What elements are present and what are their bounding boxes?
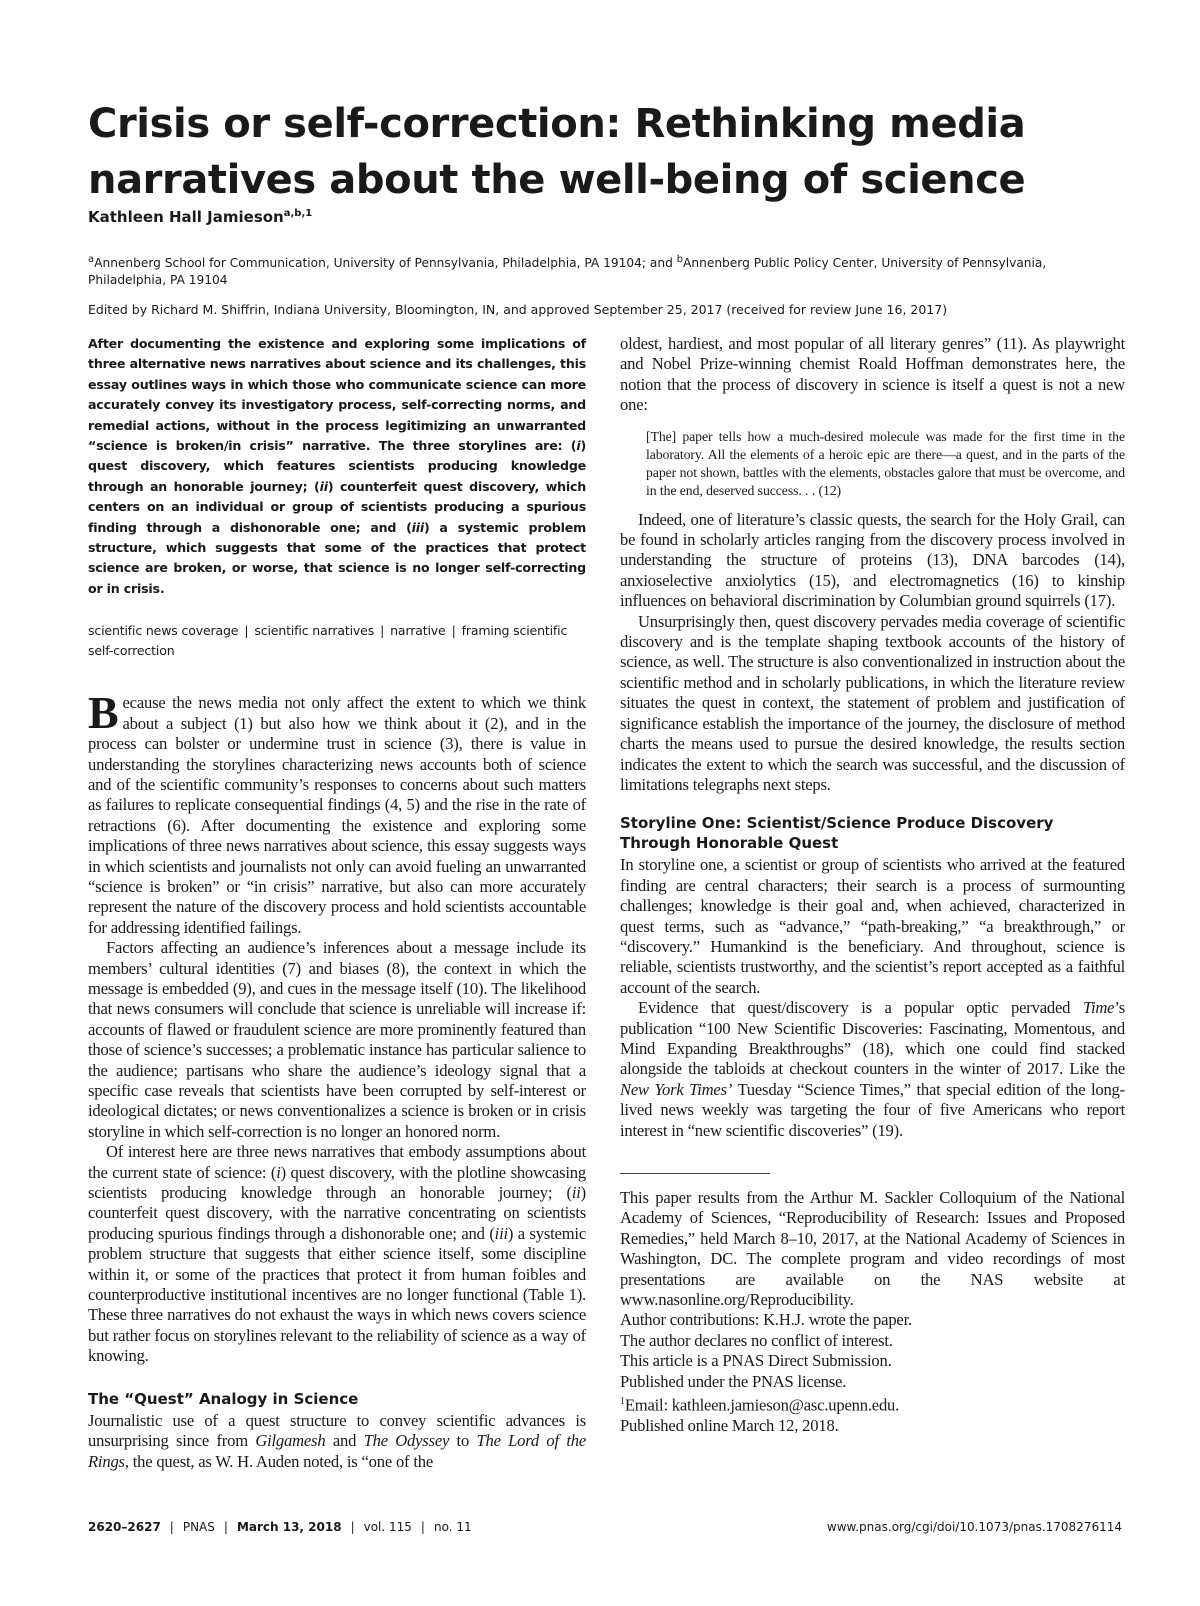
work-title: The Odyssey [363, 1431, 450, 1451]
affiliation-b: Annenberg Public Policy Center, University of Pennsylvania, Philadelphia, PA 19104 [88, 256, 1047, 288]
author-email[interactable]: Email: kathleen.jamieson@asc.upenn.edu. [624, 1395, 900, 1415]
paragraph [88, 1142, 586, 1366]
abstract-text: ) a systemic problem structure, which suggests that some of the practices that protect science are broken, or worse, that science is no longer self-correcting or in crisis. [88, 519, 586, 596]
issue-number: no. 11 [433, 1520, 472, 1534]
paragraph: Factors affecting an audience’s inferences about a message include its members’ cultural identities (7) and biases (8), the context in which the message is embedded (9), and cues in the message itself (10). The likelihood that news consumers will conclude that science is unreliable will increase if: accounts of flawed or fraudulent science are more prominently featured than those of science’s successes; a problematic instance has particular salience to the audience; partisans who share the audience’s ideology signal that a specific case reveals that scientists have been corrupted by self-interest or ideological dictates; or news conventionalizes a science is broken or in crisis storyline in which self-correction is no longer an honored norm. [88, 938, 586, 1141]
footer-separator: | [350, 1520, 355, 1534]
paragraph: Unsurprisingly then, quest discovery pervades media coverage of scientific discovery and is the template shaping textbook accounts of the history of science, as well. The structure is also conventionalized in instruction about the scientific method and in scholarly publications, in which the literature review situates the quest in context, the statement of problem and justification of significance establish the importance of the journey, the disclosure of method charts the means used to pursue the desired knowledge, the results section indicates the extent to which the search was successful, and the discussion of limitations telegraphs next steps. [620, 611, 1125, 794]
footer-separator: | [169, 1520, 174, 1534]
right-column [620, 334, 1125, 1436]
keyword-separator: | [451, 623, 456, 639]
article-title: Crisis or self-correction: Rethinking media narratives about the well-being of science [88, 101, 1026, 203]
work-title: Gilgamesh [255, 1431, 326, 1451]
footnote-divider [620, 1173, 770, 1174]
paragraph [88, 1411, 586, 1472]
author-line [88, 208, 312, 226]
doi-link[interactable]: www.pnas.org/cgi/doi/10.1073/pnas.1708276114 [826, 1520, 1122, 1534]
work-title: The Lord of the Rings [88, 1431, 586, 1471]
paragraph-text: Evidence that quest/discovery is a popular optic pervaded [638, 998, 1083, 1018]
affiliations [88, 251, 1118, 289]
affiliation-a-mark: a [88, 254, 95, 265]
keywords [88, 621, 586, 661]
paragraph-text: , the quest, as W. H. Auden noted, is “one of the [124, 1451, 434, 1471]
section-heading-quest-analogy: The “Quest” Analogy in Science [88, 1389, 359, 1408]
paragraph-text: ) counterfeit quest discovery, with the narrative concentrating on scientists producing spurious findings through a dishonorable one; and ( [88, 1183, 586, 1243]
footnote-colloquium: This paper results from the Arthur M. Sackler Colloquium of the National Academy of Sciences, “Reproducibility of Research: Issues and Proposed Remedies,” held March 8–10, 2017, at the National Academy of Sciences in Washington, DC. The complete program and video recordings of most presentations are available on the NAS website at www.nasonline.org/Reproducibility. [620, 1188, 1125, 1310]
paragraph-text: to [449, 1431, 477, 1451]
abstract-roman-iii: iii [411, 519, 424, 535]
paragraph [620, 998, 1125, 1141]
paragraph-text: Of interest here are three news narratives that embody assumptions about the current state of science: ( [88, 1142, 586, 1182]
body-text-left [88, 687, 586, 1472]
footnote-license: Published under the PNAS license. [620, 1371, 847, 1391]
footnote-direct-submission: This article is a PNAS Direct Submission. [620, 1351, 892, 1371]
footnote-mark: 1 [620, 1396, 625, 1408]
drop-cap: B [88, 687, 119, 739]
section-heading-storyline-one: Storyline One: Scientist/Science Produce Discovery Through Honorable Quest [620, 814, 1054, 853]
affiliation-b-mark: b [676, 254, 684, 265]
author-name: Kathleen Hall Jamieson [88, 208, 284, 226]
footnote-published: Published online March 12, 2018. [620, 1416, 839, 1435]
volume: vol. 115 [363, 1520, 412, 1534]
roman-numeral: iii [494, 1223, 508, 1243]
abstract-text: After documenting the existence and exploring some implications of three alternative news narratives about science and its challenges, this essay outlines ways in which those who communicate science can more accurately convey its investigatory process, self-correcting norms, and remedial actions, without in the process legitimizing an unwarranted “science is broken/in crisis” narrative. The three storylines are: ( [88, 336, 586, 454]
paragraph-text: and [325, 1431, 364, 1451]
page-range: 2620–2627 [88, 1520, 161, 1534]
abstract-roman-ii: ii [319, 478, 328, 494]
paragraph-text: ’s publication “100 New Scientific Discoveries: Fascinating, Momentous, and Mind Expanding Breakthroughs” (18), which one could find stacked alongside the tabloids at checkout counters in the winter of 2017. Like the [620, 998, 1125, 1079]
paragraph-text: Journalistic use of a quest structure to convey scientific advances is unsurprising since from [88, 1410, 586, 1451]
keyword[interactable]: framing scientific self-correction [88, 623, 568, 659]
paragraph-text: ) a systemic problem structure that suggests that either science itself, some discipline within it, or some of the practices that protect it from human foibles and counterproductive institutional incentives are no longer functional (Table 1). These three narratives do not exhaust the ways in which news covers science but rather focus on storylines relevant to the reliability of science as a way of knowing. [88, 1223, 586, 1366]
intro-paragraph [88, 687, 586, 938]
paragraph: oldest, hardiest, and most popular of all literary genres” (11). As playwright and Nobel Prize-winning chemist Roald Hoffman demonstrates here, the notion that the process of discovery in science is itself a quest is not a new one: [620, 334, 1125, 415]
journal-name: PNAS [182, 1520, 215, 1534]
left-column [88, 334, 586, 1472]
page-footer-citation [88, 1520, 472, 1534]
keyword-separator: | [380, 623, 385, 639]
affiliation-a: Annenberg School for Communication, University of Pennsylvania, Philadelphia, PA 19104; and [94, 256, 677, 271]
paragraph: In storyline one, a scientist or group of scientists who arrived at the featured finding are central characters; their search is a process of surmounting challenges; knowledge is their goal and, when achieved, characterized in quest terms, such as “advance,” “path-breaking,” “a breakthrough,” or “discovery.” Humankind is the beneficiary. And throughout, science is reliable, scientists trustworthy, and the scientist’s report accepted as a faithful account of the search. [620, 855, 1125, 997]
paragraph-text: ) quest discovery, with the plotline showcasing scientists producing knowledge through an honorable journey; ( [88, 1162, 586, 1203]
keyword[interactable]: scientific narratives [254, 623, 375, 639]
footnote-contributions: Author contributions: K.H.J. wrote the paper. [620, 1310, 912, 1330]
abstract-text: ) counterfeit quest discovery, which centers on an individual or group of scientists producing a spurious finding through a dishonorable one; and ( [88, 478, 586, 535]
paragraph-text: ecause the news media not only affect the extent to which we think about a subject (1) but also how we think about it (2), and in the process can bolster or undermine trust in science (3), there is value in understanding the storylines characterizing news accounts both of science and of the scientific community’s responses to concerns about such matters as failures to replicate consequential findings (4, 5) and the rise in the rate of retractions (6). After documenting the existence and exploring some implications of three news narratives about science, this essay suggests ways in which scientists and journalists not only can avoid fueling an unwarranted “science is broken” or “in crisis” narrative, but also can more accurately represent the nature of the discovery process and hold scientists accountable for addressing identified failings. [88, 693, 586, 937]
footer-separator: | [223, 1520, 228, 1534]
abstract-text: ) quest discovery, which features scientists producing knowledge through an honorable journey; ( [88, 438, 586, 494]
publication-title: New York Times’ [620, 1079, 733, 1099]
roman-numeral: i [276, 1162, 281, 1182]
keyword-separator: | [244, 623, 249, 639]
paragraph: Indeed, one of literature’s classic quests, the search for the Holy Grail, can be found in scholarly articles ranging from the discovery process involved in understanding the structure of proteins (13), DNA barcodes (14), anxioselective anxiolytics (15), and electromagnetics (16) to kinship influences on behavioral discrimination by Columbian ground squirrels (17). [620, 509, 1125, 611]
issue-date: March 13, 2018 [236, 1520, 342, 1534]
publication-title: Time [1082, 998, 1115, 1018]
author-affiliation-marks: a,b,1 [283, 208, 313, 219]
footnote-email [620, 1392, 1125, 1416]
footer-separator: | [420, 1520, 425, 1534]
paragraph-text: Tuesday “Science Times,” that special edition of the long-lived news weekly was targeting the four of five Americans who report interest in “new scientific discoveries” (19). [620, 1079, 1125, 1140]
abstract [88, 334, 586, 599]
roman-numeral: ii [571, 1183, 581, 1203]
edited-by: Edited by Richard M. Shiffrin, Indiana University, Bloomington, IN, and approved September 25, 2017 (received for review June 16, 2017) [88, 302, 948, 317]
keyword[interactable]: scientific news coverage [88, 623, 239, 639]
block-quote: [The] paper tells how a much-desired molecule was made for the first time in the laboratory. All the elements of a heroic epic are there—a quest, and in the parts of the paper not shown, battles with the elements, obstacles galore that must be overcome, and in the end, deserved success. . . (12) [646, 428, 1125, 498]
abstract-roman-i: i [576, 438, 581, 454]
footnote-conflict: The author declares no conflict of interest. [620, 1330, 893, 1350]
keyword[interactable]: narrative [390, 623, 446, 639]
